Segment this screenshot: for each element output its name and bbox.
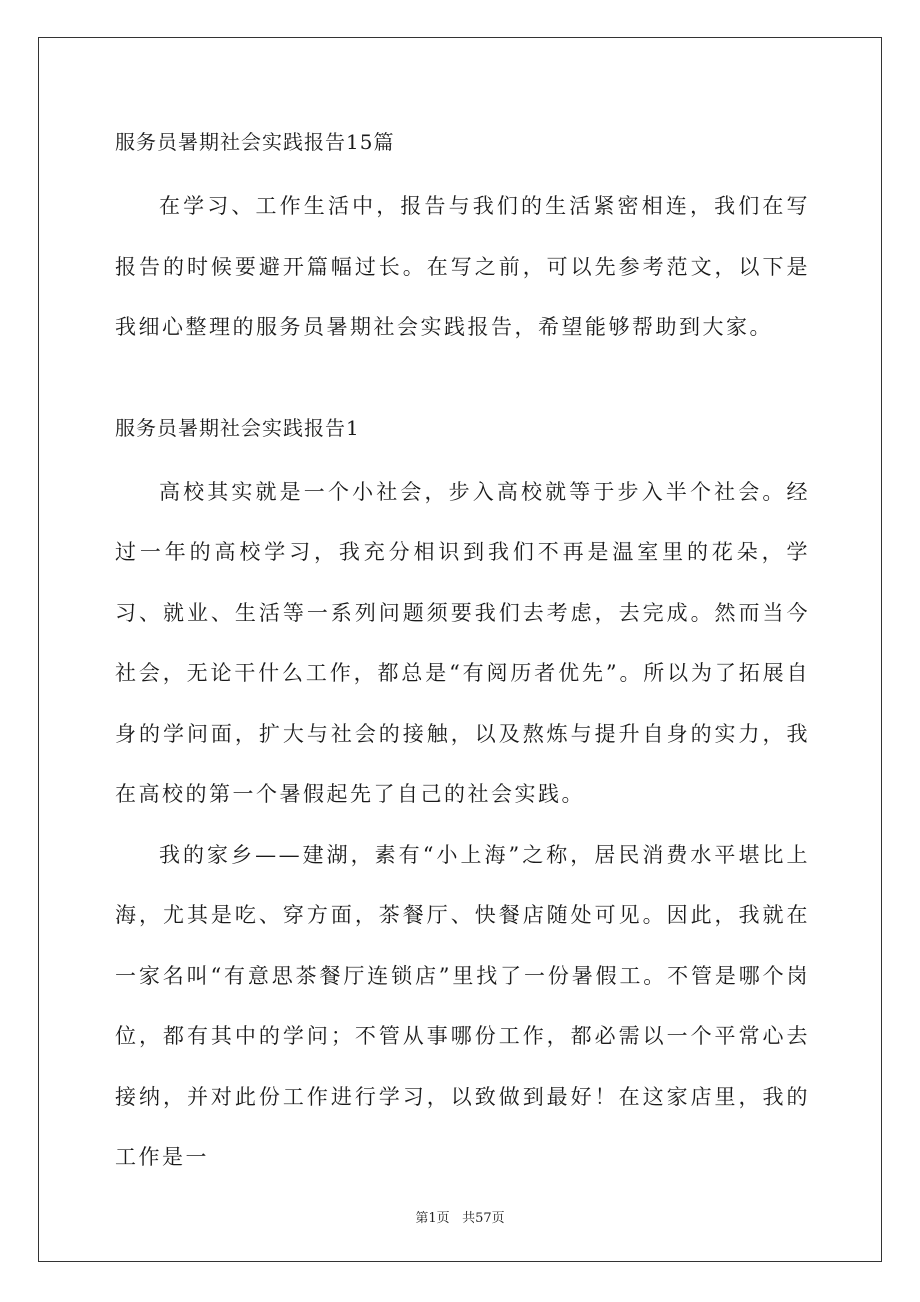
page-total: 共57页 xyxy=(462,1211,505,1226)
intro-paragraph: 在学习、工作生活中，报告与我们的生活紧密相连，我们在写报告的时候要避开篇幅过长。在写之前，可以先参考范文，以下是我细心整理的服务员暑期社会实践报告，希望能够帮助到大家。 xyxy=(115,194,810,339)
document-body xyxy=(115,120,810,1188)
body-paragraph-2: 我的家乡——建湖，素有“小上海”之称，居民消费水平堪比上海，尤其是吃、穿方面，茶餐厅、快餐店随处可见。因此，我就在一家名叫“有意思茶餐厅连锁店”里找了一份暑假工。不管是哪个岗位，都有其中的学问；不管从事哪份工作，都必需以一个平常心去接纳，并对此份工作进行学习，以致做到最好！在这家店里，我的工作是一 xyxy=(115,842,810,1169)
page-number: 第1页 xyxy=(415,1211,450,1226)
body-paragraph-1: 高校其实就是一个小社会，步入高校就等于步入半个社会。经过一年的高校学习，我充分相识到我们不再是温室里的花朵，学习、就业、生活等一系列问题须要我们去考虑，去完成。然而当今社会，无论干什么工作，都总是“有阅历者优先”。所以为了拓展自身的学问面，扩大与社会的接触，以及熬炼与提升自身的实力，我在高校的第一个暑假起先了自己的社会实践。 xyxy=(115,479,810,806)
document-title: 服务员暑期社会实践报告15篇 xyxy=(115,130,395,154)
section-title: 服务员暑期社会实践报告1 xyxy=(115,415,360,440)
page-footer xyxy=(0,1207,920,1226)
